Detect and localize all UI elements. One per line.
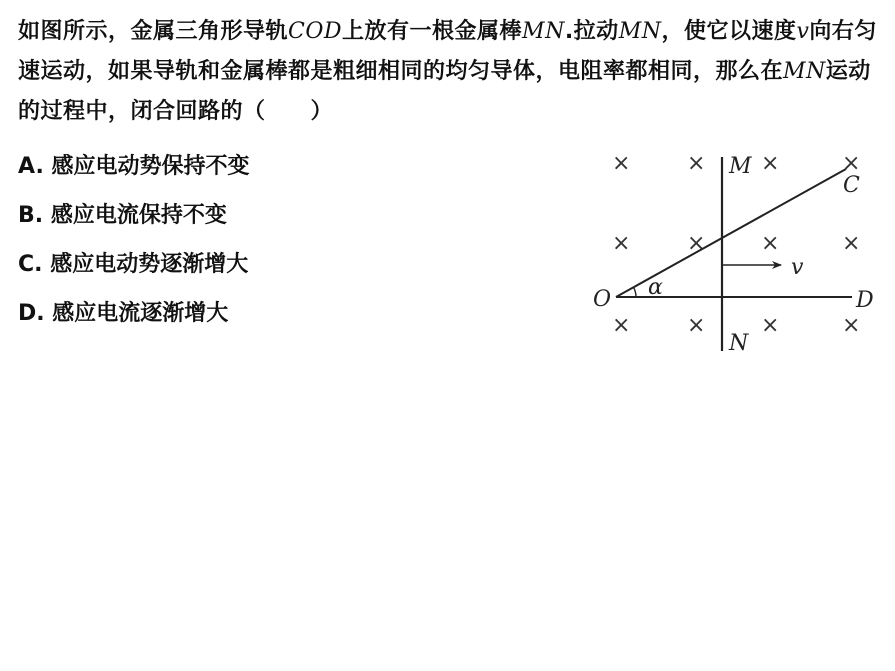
question-part-2: 上放有一根金属棒 [342, 19, 523, 44]
option-d-text: 感应电流逐渐增大 [52, 301, 229, 326]
label-alpha: α [648, 275, 663, 300]
option-c-text: 感应电动势逐渐增大 [50, 252, 249, 277]
physics-figure [580, 145, 880, 360]
option-c[interactable] [18, 240, 249, 289]
option-b[interactable] [18, 191, 249, 240]
option-b-sep: . [34, 203, 44, 228]
option-b-text: 感应电流保持不变 [50, 203, 227, 228]
field-cross: × [687, 151, 706, 176]
angle-arc [634, 287, 637, 297]
question-part-4: ，使它以速度 [661, 19, 797, 44]
question-part-3: .拉动 [564, 19, 619, 44]
option-c-sep: . [34, 252, 43, 277]
rail-diagram [580, 145, 880, 360]
field-cross: × [687, 231, 706, 256]
question-part-6: 运动的过程中，闭合回路的（ ） [18, 59, 871, 124]
rod-name: MN [522, 19, 565, 44]
question-text [18, 12, 883, 132]
rod-name-3: MN [783, 59, 826, 84]
option-d[interactable] [18, 289, 249, 338]
field-cross: × [842, 313, 861, 338]
field-cross: × [842, 151, 861, 176]
field-cross: × [612, 231, 631, 256]
field-cross: × [761, 231, 780, 256]
label-o: O [593, 287, 612, 312]
label-v: v [791, 255, 804, 280]
question-part-1: 如图所示，金属三角形导轨 [18, 19, 289, 44]
option-a-sep: . [35, 154, 44, 179]
option-d-sep: . [36, 301, 45, 326]
option-a-text: 感应电动势保持不变 [51, 154, 250, 179]
label-c: C [843, 173, 860, 198]
field-cross: × [842, 231, 861, 256]
option-c-letter: C [18, 252, 35, 277]
question-part-5: 向右匀速运动，如果导轨和金属棒都是粗细相同的均匀导体，电阻率都相同，那么在 [18, 19, 877, 84]
label-n: N [729, 331, 749, 356]
option-b-letter: B [18, 203, 35, 228]
velocity-symbol: v [796, 19, 810, 44]
field-cross: × [761, 151, 780, 176]
field-cross: × [687, 313, 706, 338]
option-a-letter: A [18, 154, 36, 179]
rail-name: COD [288, 19, 343, 44]
option-d-letter: D [18, 301, 37, 326]
field-cross: × [612, 313, 631, 338]
field-cross: × [761, 313, 780, 338]
label-m: M [729, 154, 752, 179]
options-list [18, 142, 249, 338]
field-cross: × [612, 151, 631, 176]
label-d: D [856, 288, 874, 313]
option-a[interactable] [18, 142, 249, 191]
rod-name-2: MN [618, 19, 662, 44]
